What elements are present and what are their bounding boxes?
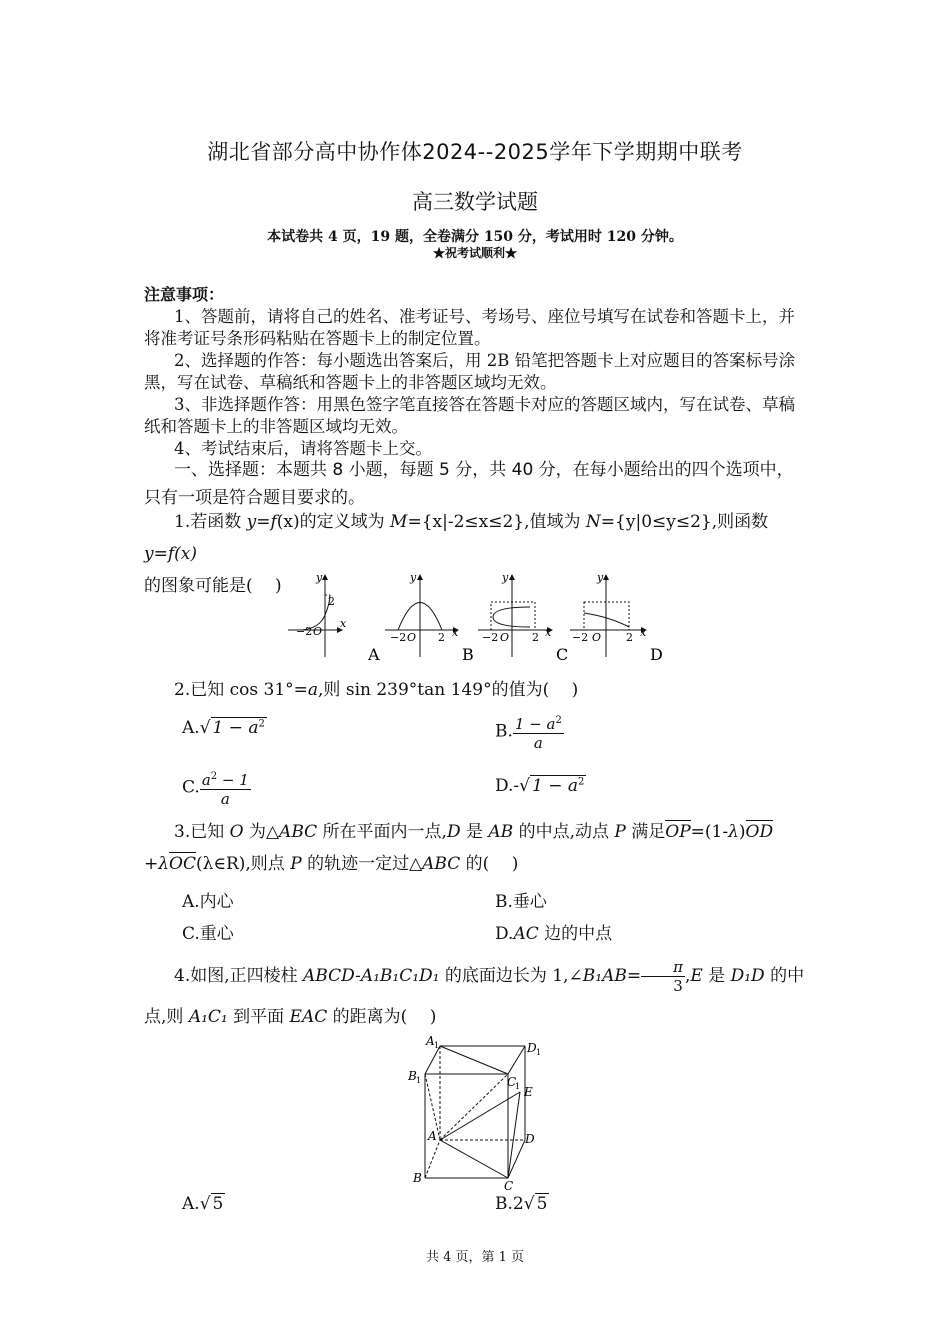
q3-option-b[interactable]: B.垂心 bbox=[495, 892, 547, 912]
graph-label-d: D bbox=[650, 645, 663, 664]
exam-wish: ★祝考试顺利★ bbox=[432, 246, 517, 260]
q3-option-a[interactable]: A.内心 bbox=[182, 892, 234, 912]
graph-c-xlabel: x bbox=[545, 626, 552, 639]
notes-section bbox=[144, 284, 808, 460]
label-b1: B bbox=[408, 1069, 417, 1083]
svg-text:1: 1 bbox=[515, 1082, 521, 1091]
note-item-2: 2、选择题的作答：每小题选出答案后，用 2B 铅笔把答题卡上对应题目的答案标号涂黑，写在试卷、草稿纸和答题卡上的非答题区域均无效。 bbox=[144, 351, 796, 392]
question-4: 4.如图,正四棱柱 ABCD-A₁B₁C₁D₁ 的底面边长为 1,∠B₁AB= $\frac{\pi}{3}$ ,E 是 D₁D 的中 点,则 A₁C₁ 到平面 EAC 的距离为( ) bbox=[144, 958, 805, 1027]
graph-b-origin: O bbox=[407, 631, 417, 644]
graph-label-c: C bbox=[556, 645, 569, 664]
svg-text:1: 1 bbox=[416, 1076, 422, 1085]
label-c: C bbox=[504, 1179, 514, 1192]
graph-c-tick-pos: 2 bbox=[532, 631, 539, 644]
graph-d-origin: O bbox=[592, 631, 602, 644]
graph-a-origin: O bbox=[313, 625, 323, 638]
graph-a-tick-neg: −2 bbox=[296, 625, 313, 638]
question-2: 2.已知 cos 31°=a,则 sin 239°tan 149°的值为( ) bbox=[174, 680, 579, 700]
label-b: B bbox=[413, 1171, 422, 1185]
q3-option-c[interactable]: C.重心 bbox=[182, 924, 234, 944]
label-e: E bbox=[524, 1085, 533, 1099]
q2-option-d[interactable]: D.-√ $1 - a^2$ bbox=[495, 776, 585, 796]
graph-b bbox=[385, 575, 458, 657]
exam-title: 湖北省部分高中协作体2024--2025学年下学期期中联考 bbox=[207, 140, 743, 164]
graph-label-b: B bbox=[462, 645, 474, 664]
graph-d bbox=[570, 575, 646, 657]
label-c1: C bbox=[507, 1075, 517, 1089]
graph-b-tick-pos: 2 bbox=[438, 631, 445, 644]
q2-option-c[interactable]: C. $\frac{a^2 - 1}{a}$ bbox=[182, 768, 251, 808]
graph-d-ylabel: y bbox=[597, 571, 604, 584]
exam-info: 本试卷共 4 页，19 题，全卷满分 150 分，考试用时 120 分钟。 bbox=[267, 229, 683, 245]
q2-option-a[interactable]: A.√ $1 - a^2$ bbox=[182, 718, 265, 738]
graph-b-tick-neg: −2 bbox=[390, 631, 407, 644]
graph-a-tick-y: 2 bbox=[328, 595, 335, 608]
question-1-tail: 的图象可能是( ) bbox=[144, 576, 282, 596]
exam-subtitle: 高三数学试题 bbox=[412, 190, 538, 214]
label-a: A bbox=[428, 1129, 437, 1143]
page-footer: 共 4 页，第 1 页 bbox=[425, 1250, 525, 1265]
graph-b-xlabel: x bbox=[452, 626, 459, 639]
graph-d-tick-pos: 2 bbox=[626, 631, 633, 644]
section-1-heading: 一、选择题：本题共 8 小题，每题 5 分，共 40 分，在每小题给出的四个选项中，只有一项是符合题目要求的。 bbox=[144, 460, 794, 508]
graph-d-tick-neg: −2 bbox=[572, 631, 589, 644]
graph-c-ylabel: y bbox=[502, 571, 509, 584]
question-1-graphs bbox=[280, 565, 670, 670]
q3-option-d[interactable]: D.AC 边的中点 bbox=[495, 924, 613, 944]
q4-option-b[interactable]: B.2√ 5 bbox=[495, 1194, 548, 1214]
question-3: 3.已知 O 为△ABC 所在平面内一点,D 是 AB 的中点,动点 P 满足OP=(1-λ)OD +λOC(λ∈R),则点 P 的轨迹一定过△ABC 的( ) bbox=[144, 822, 774, 874]
label-d1: D bbox=[527, 1041, 537, 1055]
svg-text:1: 1 bbox=[434, 1041, 440, 1050]
note-item-3: 3、非选择题作答：用黑色签字笔直接答在答题卡对应的答题区域内，写在试卷、草稿纸和答题卡上的非答题区域均无效。 bbox=[144, 395, 795, 436]
question-1: 1.若函数 y=f(x)的定义域为 M={x|-2≤x≤2},值域为 N={y|0≤y≤2},则函数 y=f(x) 的图象可能是( ) bbox=[144, 506, 808, 602]
graph-d-xlabel: x bbox=[640, 626, 647, 639]
graph-c bbox=[478, 575, 552, 657]
q2-option-b[interactable]: B. $\frac{1 - a^2}{a}$ bbox=[495, 712, 564, 752]
svg-text:1: 1 bbox=[536, 1048, 542, 1057]
note-item-4: 4、考试结束后，请将答题卡上交。 bbox=[174, 439, 432, 458]
label-a1: A bbox=[426, 1034, 435, 1048]
graph-a-xlabel: x bbox=[340, 617, 347, 630]
graph-a-ylabel: y bbox=[316, 571, 323, 584]
graph-c-tick-neg: −2 bbox=[482, 631, 499, 644]
label-d: D bbox=[525, 1132, 535, 1146]
prism-figure bbox=[400, 1032, 550, 1192]
notes-heading: 注意事项： bbox=[144, 285, 225, 304]
graph-label-a: A bbox=[368, 645, 380, 664]
graph-b-ylabel: y bbox=[410, 571, 417, 584]
note-item-1: 1、答题前，请将自己的姓名、准考证号、考场号、座位号填写在试卷和答题卡上，并将准考证号条形码粘贴在答题卡上的制定位置。 bbox=[144, 307, 795, 348]
q4-option-a[interactable]: A.√ 5 bbox=[182, 1194, 224, 1214]
graph-a bbox=[288, 575, 342, 657]
graph-c-origin: O bbox=[500, 631, 510, 644]
